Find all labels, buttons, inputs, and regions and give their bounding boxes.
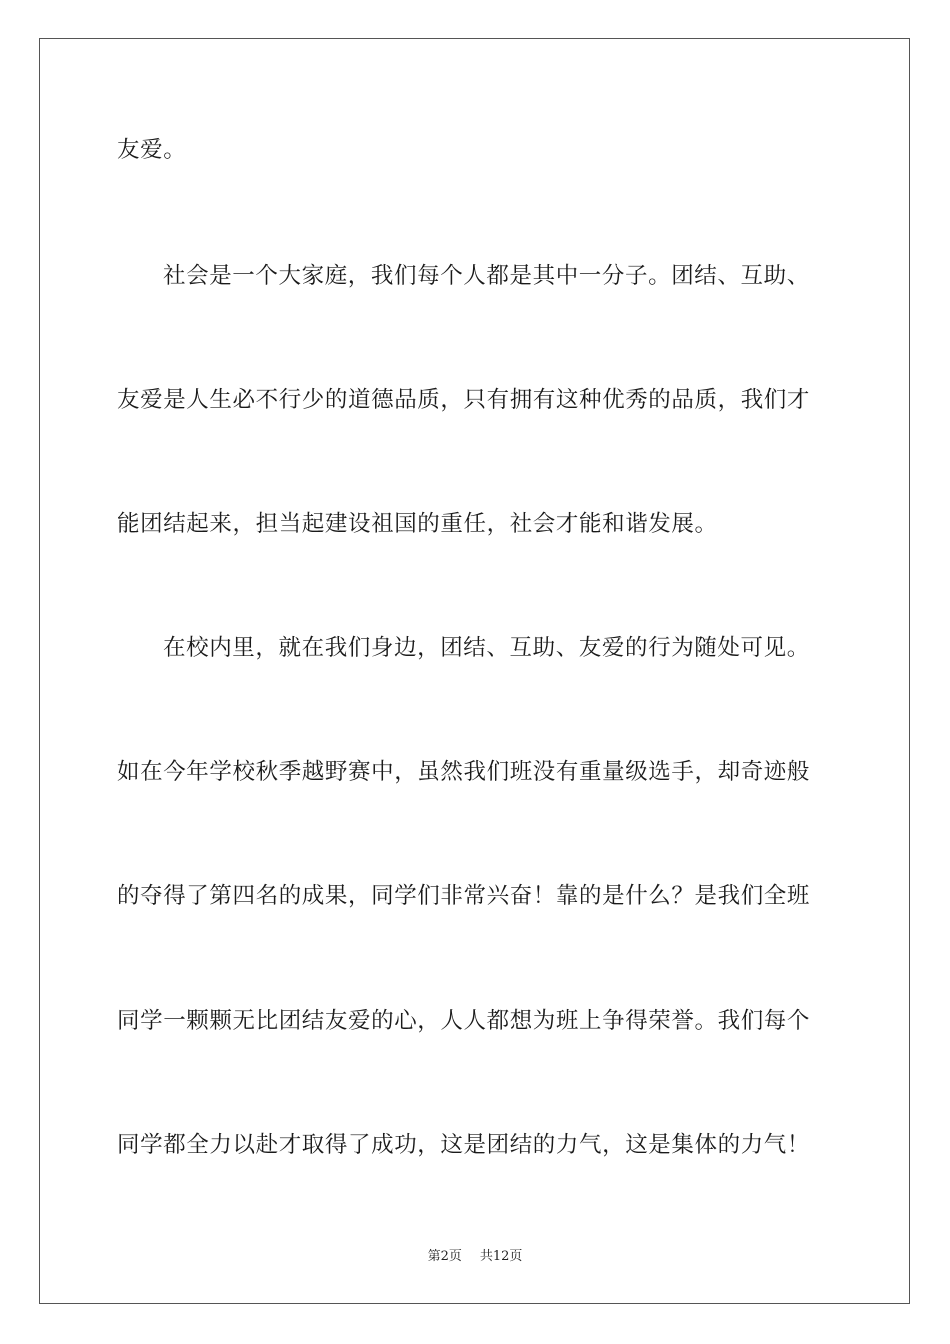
text-line-4: 能团结起来，担当起建设祖国的重任，社会才能和谐发展。 — [117, 511, 718, 537]
page-footer — [0, 1248, 950, 1266]
text-line-1: 友爱。 — [117, 137, 187, 163]
text-line-9: 同学都全力以赴才取得了成功，这是团结的力气，这是集体的力气！ — [117, 1132, 811, 1158]
text-line-7: 的夺得了第四名的成果，同学们非常兴奋！靠的是什么？是我们全班 — [117, 883, 811, 909]
text-line-2: 社会是一个大家庭，我们每个人都是其中一分子。团结、互助、 — [163, 263, 810, 289]
text-line-5: 在校内里，就在我们身边，团结、互助、友爱的行为随处可见。 — [163, 635, 810, 661]
text-line-3: 友爱是人生必不行少的道德品质，只有拥有这种优秀的品质，我们才 — [117, 387, 811, 413]
page-number: 第2页 — [427, 1249, 462, 1264]
text-line-6: 如在今年学校秋季越野赛中，虽然我们班没有重量级选手，却奇迹般 — [117, 759, 811, 785]
text-line-8: 同学一颗颗无比团结友爱的心，人人都想为班上争得荣誉。我们每个 — [117, 1008, 811, 1034]
page-frame — [39, 38, 910, 1304]
page-total: 共12页 — [479, 1249, 523, 1264]
